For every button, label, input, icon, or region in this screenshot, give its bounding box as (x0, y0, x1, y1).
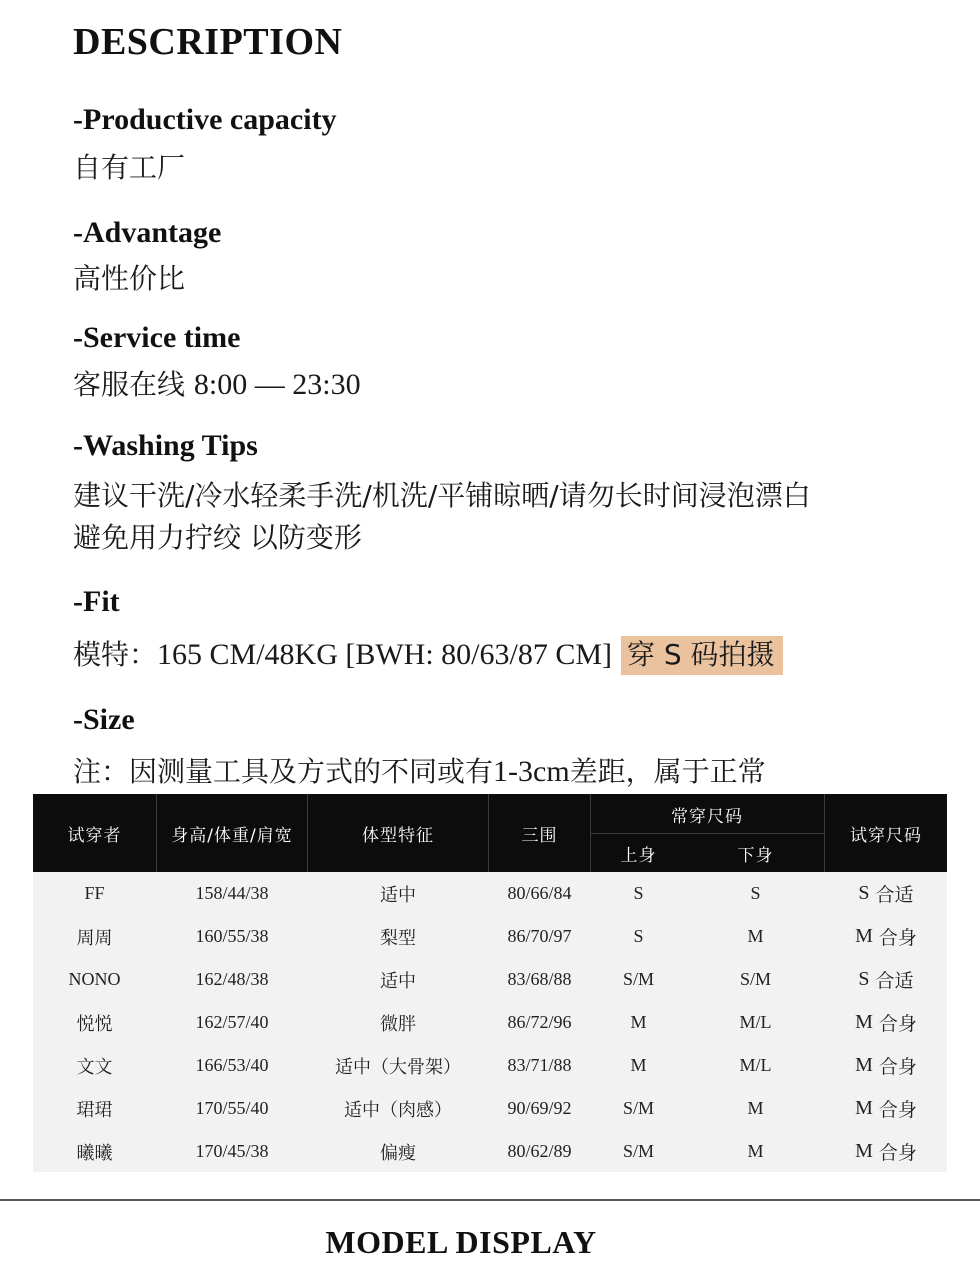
tried-size-fit: 合适 (875, 884, 914, 906)
cell-lower-size: M (747, 1141, 764, 1161)
cell-upper-size: S (633, 883, 644, 903)
cell-upper-size: S/M (622, 969, 655, 989)
cell-upper-size: S (633, 926, 644, 946)
cell-height-weight-shoulder: 162/48/38 (195, 969, 269, 989)
table-row (33, 1044, 947, 1087)
cell-height-weight-shoulder: 170/45/38 (195, 1141, 269, 1161)
cell-body-type: 偏瘦 (380, 1142, 416, 1164)
cell-tried-size (825, 1087, 947, 1130)
service-time-label: 客服在线 (73, 368, 186, 401)
tried-size-letter: M (855, 1140, 873, 1162)
cell-bwh: 86/72/96 (507, 1012, 572, 1032)
cell-tried-size (825, 958, 947, 1001)
tried-size-letter: M (855, 1054, 873, 1076)
tried-size-fit: 合适 (875, 970, 914, 992)
size-note-part-1: 注：因测量工具及方式的不同或有 (73, 755, 494, 788)
cell-tester: 珺珺 (76, 1099, 113, 1121)
cell-height-weight-shoulder: 166/53/40 (195, 1055, 269, 1075)
model-display-heading: MODEL DISPLAY (325, 1224, 597, 1260)
fit-size-highlight: 穿 S 码拍摄 (621, 636, 783, 675)
cell-body-type: 适中 (380, 884, 416, 906)
service-time-text (73, 363, 361, 403)
table-row (33, 1087, 947, 1130)
tried-size-fit: 合身 (878, 1013, 917, 1035)
header-body-type: 体型特征 (362, 825, 434, 846)
tried-size-letter: S (858, 882, 870, 904)
size-table (33, 794, 947, 1172)
fit-text (73, 633, 783, 673)
washing-tips-line-2: 避免用力拧绞 以防变形 (73, 521, 362, 554)
size-note-range: 1-3cm (493, 755, 570, 788)
cell-tester: 曦曦 (76, 1142, 113, 1164)
header-tried-size: 试穿尺码 (850, 825, 922, 846)
size-note-part-2: 差距，属于正常 (569, 755, 766, 788)
washing-tips-line-1: 建议干洗/冷水轻柔手洗/机洗/平铺晾晒/请勿长时间浸泡漂白 (73, 479, 811, 512)
tried-size-fit: 合身 (878, 1056, 917, 1078)
cell-tester: 悦悦 (76, 1013, 113, 1035)
fit-heading: -Fit (73, 585, 120, 618)
cell-bwh: 83/68/88 (507, 969, 572, 989)
cell-upper-size: M (630, 1055, 647, 1075)
cell-lower-size: S (750, 883, 761, 903)
productive-capacity-heading: -Productive capacity (73, 103, 337, 136)
cell-upper-size: S/M (622, 1098, 655, 1118)
cell-tried-size (825, 915, 947, 958)
fit-model-stats: 165 CM/48KG [BWH: 80/63/87 CM] (157, 638, 613, 671)
cell-height-weight-shoulder: 158/44/38 (195, 883, 269, 903)
cell-bwh: 80/62/89 (507, 1141, 572, 1161)
table-row (33, 958, 947, 1001)
cell-bwh: 83/71/88 (507, 1055, 572, 1075)
cell-body-type: 梨型 (380, 927, 416, 949)
tried-size-letter: M (855, 1011, 873, 1033)
service-time-heading: -Service time (73, 321, 241, 354)
section-divider (0, 1199, 980, 1201)
header-lower-body: 下身 (737, 845, 774, 866)
cell-body-type: 适中 (380, 970, 416, 992)
cell-lower-size: M (747, 1098, 764, 1118)
advantage-text: 高性价比 (73, 262, 186, 295)
tried-size-fit: 合身 (878, 1142, 917, 1164)
cell-tester: 周周 (76, 927, 113, 949)
cell-bwh: 86/70/97 (507, 926, 572, 946)
cell-upper-size: M (630, 1012, 647, 1032)
tried-size-letter: M (855, 925, 873, 947)
size-heading: -Size (73, 703, 135, 736)
cell-height-weight-shoulder: 170/55/40 (195, 1098, 269, 1118)
table-row (33, 1130, 947, 1173)
cell-tried-size (825, 872, 947, 915)
advantage-heading: -Advantage (73, 216, 222, 249)
cell-tester: 文文 (76, 1056, 113, 1078)
cell-body-type: 适中（大骨架） (335, 1056, 461, 1078)
fit-model-label: 模特： (73, 638, 158, 671)
page-title: DESCRIPTION (73, 21, 343, 63)
tried-size-letter: M (855, 1097, 873, 1119)
tried-size-fit: 合身 (878, 927, 917, 949)
cell-tried-size (825, 1130, 947, 1173)
cell-upper-size: S/M (622, 1141, 655, 1161)
cell-tried-size (825, 1044, 947, 1087)
header-bwh: 三围 (521, 825, 558, 846)
header-usual-size: 常穿尺码 (671, 806, 743, 827)
header-height-weight-shoulder: 身高/体重/肩宽 (171, 825, 293, 846)
header-upper-body: 上身 (620, 845, 657, 866)
size-table-header (33, 794, 947, 872)
cell-height-weight-shoulder: 162/57/40 (195, 1012, 269, 1032)
cell-tester: NONO (68, 969, 121, 989)
tried-size-letter: S (858, 968, 870, 990)
cell-bwh: 80/66/84 (507, 883, 572, 903)
service-time-hours: 8:00 — 23:30 (193, 368, 361, 401)
cell-height-weight-shoulder: 160/55/38 (195, 926, 269, 946)
tried-size-fit: 合身 (878, 1099, 917, 1121)
cell-lower-size: M (747, 926, 764, 946)
cell-lower-size: M/L (739, 1012, 772, 1032)
cell-bwh: 90/69/92 (507, 1098, 572, 1118)
cell-body-type: 适中（肉感） (344, 1099, 452, 1121)
cell-lower-size: M/L (739, 1055, 772, 1075)
productive-capacity-text: 自有工厂 (73, 151, 186, 184)
washing-tips-heading: -Washing Tips (73, 429, 258, 462)
cell-lower-size: S/M (739, 969, 772, 989)
table-row (33, 872, 947, 915)
cell-tester: FF (84, 883, 105, 903)
size-note (73, 750, 766, 790)
header-tester: 试穿者 (67, 825, 122, 846)
table-row (33, 915, 947, 958)
cell-body-type: 微胖 (380, 1013, 416, 1035)
cell-tried-size (825, 1001, 947, 1044)
table-row (33, 1001, 947, 1044)
